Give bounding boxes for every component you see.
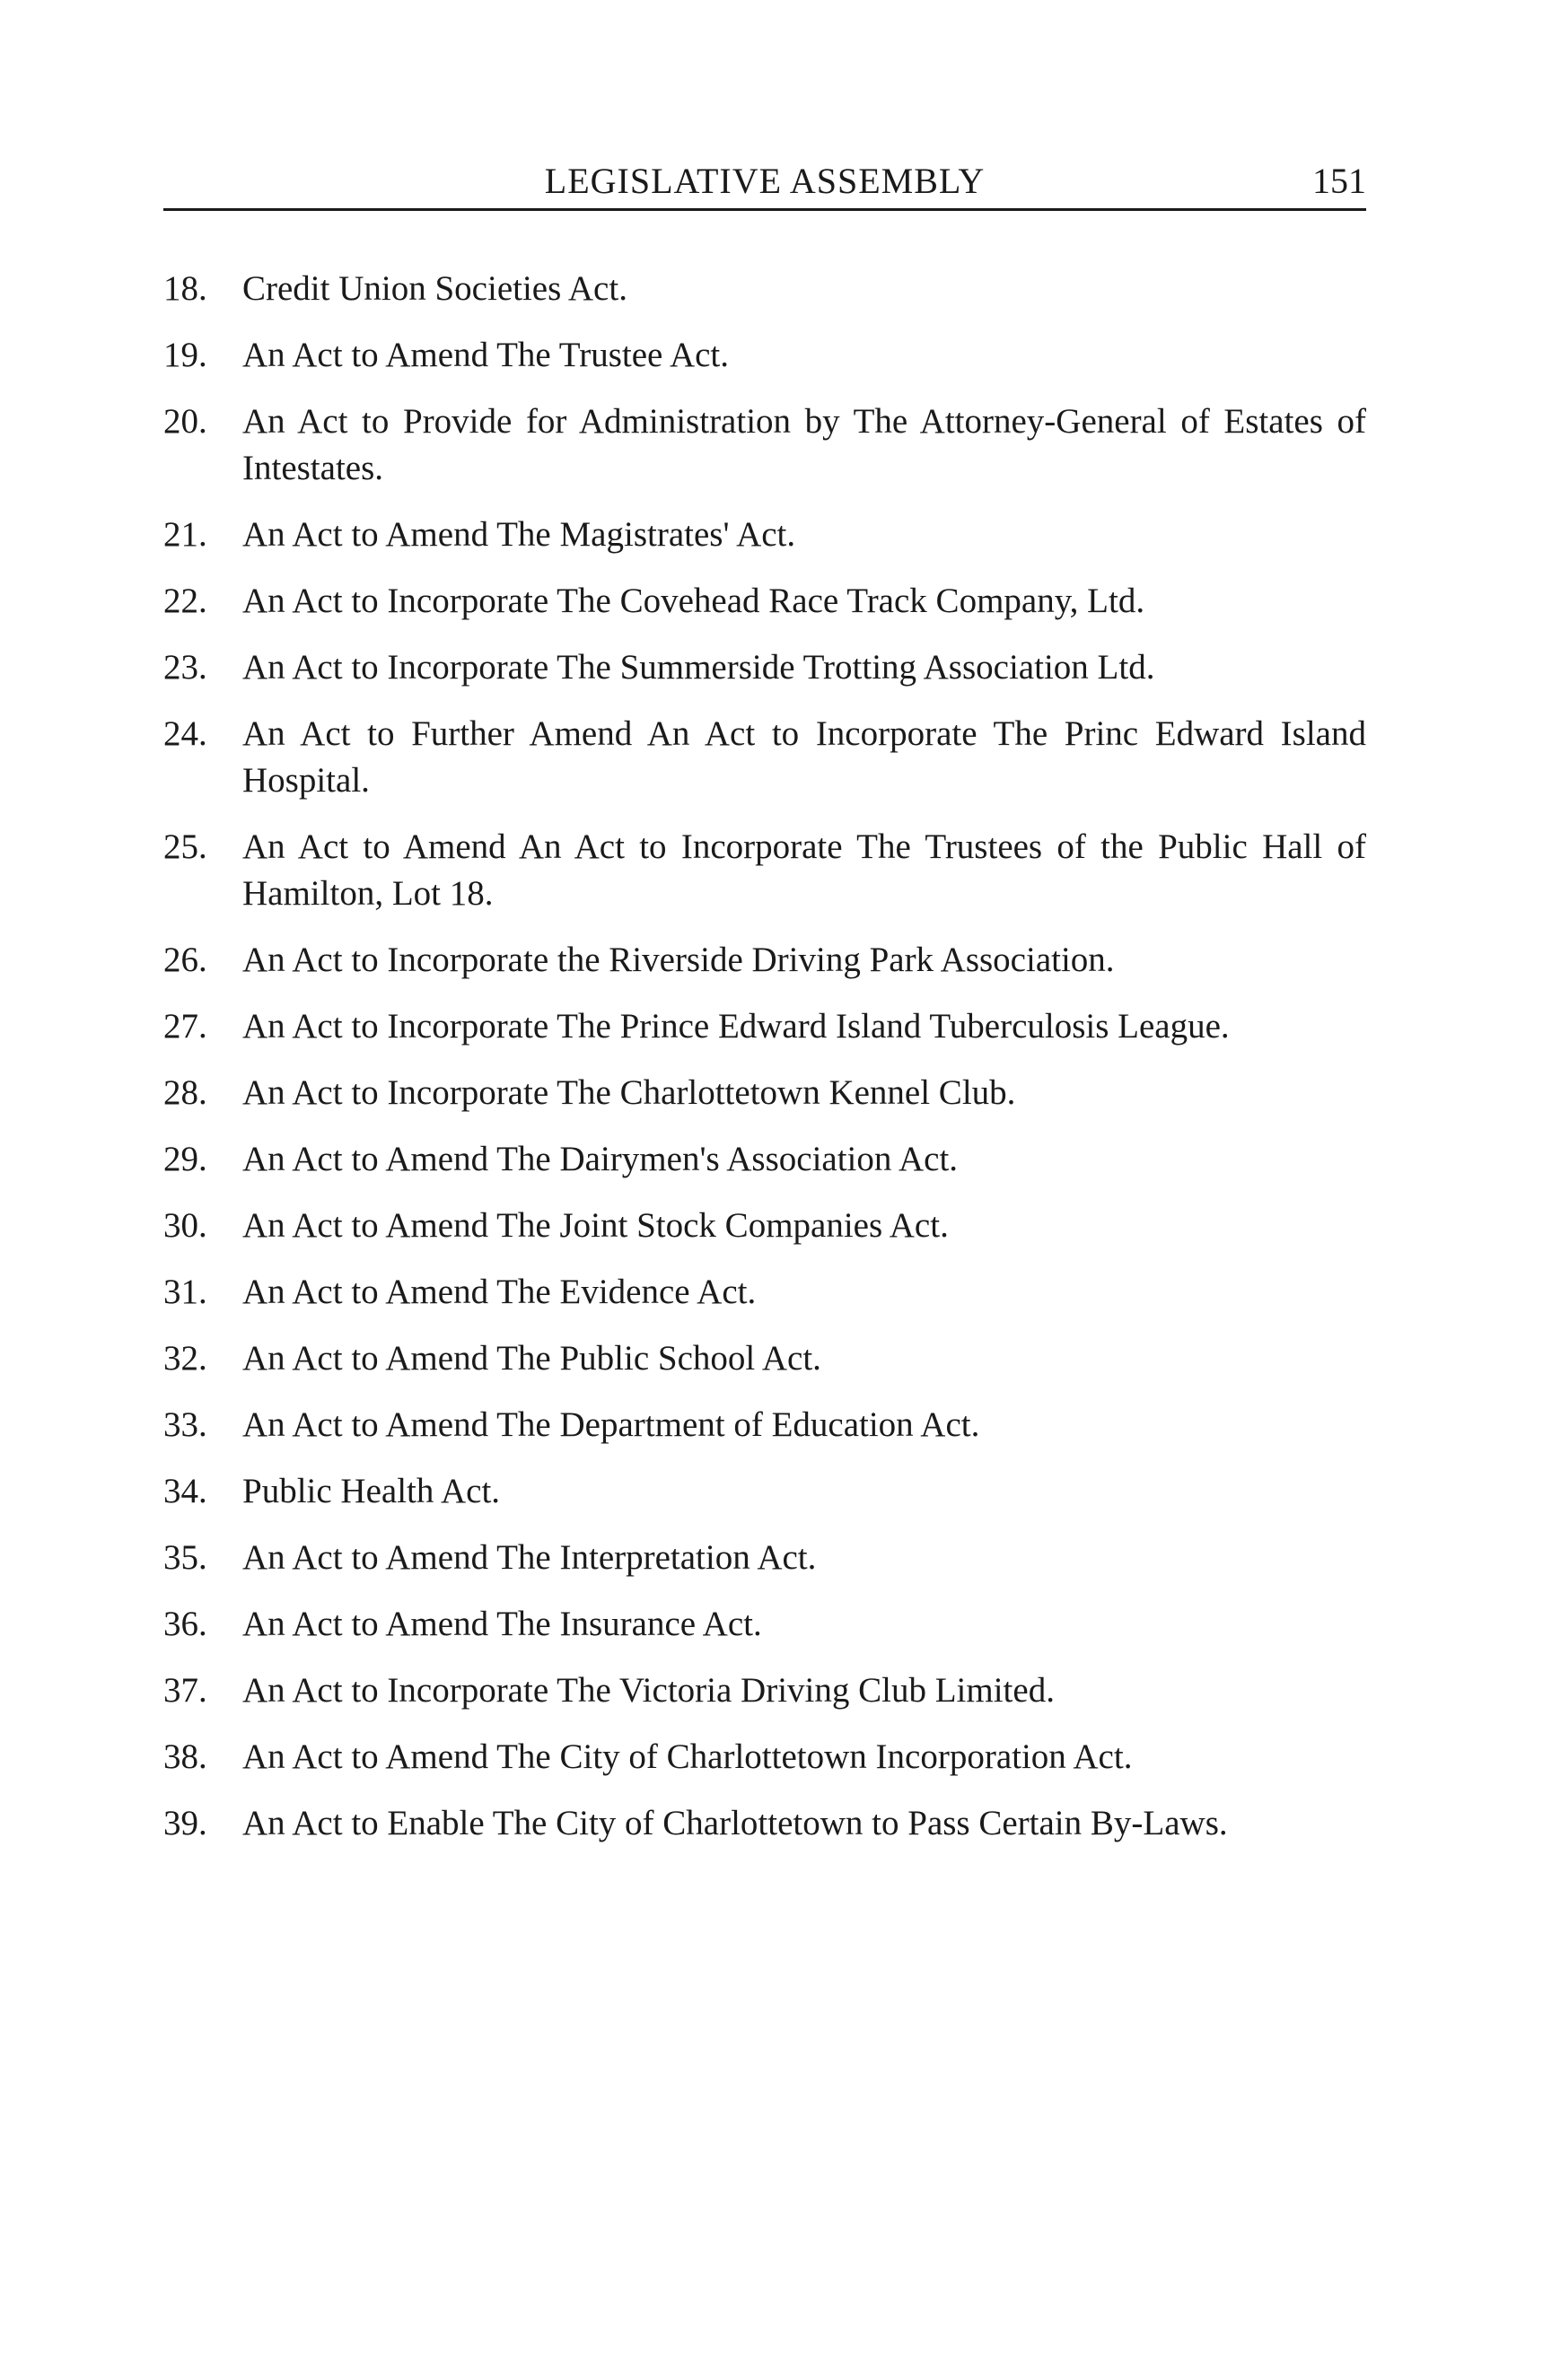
act-title: An Act to Amend The Trustee Act. [242, 336, 730, 374]
act-item [163, 512, 1366, 558]
act-title: An Act to Provide for Administration by The Attorney-General of Estates of Intestates. [242, 402, 1366, 487]
act-title: An Act to Amend The Magistrates' Act. [242, 515, 796, 554]
act-item [163, 1734, 1366, 1781]
act-title: An Act to Incorporate The Summerside Trotting Association Ltd. [242, 648, 1155, 687]
act-item [163, 1070, 1366, 1116]
act-item [163, 266, 1366, 312]
act-title: An Act to Amend The Department of Education Act. [242, 1405, 980, 1444]
act-number: 32. [163, 1339, 207, 1378]
act-item [163, 578, 1366, 625]
act-item [163, 824, 1366, 917]
act-number: 20. [163, 402, 207, 441]
act-title: An Act to Amend The Dairymen's Association Act. [242, 1140, 959, 1178]
act-title: An Act to Incorporate The Covehead Race Track Company, Ltd. [242, 582, 1145, 620]
act-number: 36. [163, 1605, 207, 1643]
act-item [163, 1667, 1366, 1714]
act-number: 37. [163, 1671, 207, 1710]
act-number: 23. [163, 648, 207, 687]
act-number: 35. [163, 1538, 207, 1577]
act-number: 21. [163, 515, 207, 554]
page-header [163, 154, 1366, 211]
act-number: 27. [163, 1007, 207, 1046]
act-title: An Act to Incorporate the Riverside Driving Park Association. [242, 941, 1115, 979]
page-number: 151 [1312, 161, 1366, 201]
act-item [163, 1269, 1366, 1316]
act-item [163, 711, 1366, 804]
act-number: 18. [163, 269, 207, 308]
act-item [163, 332, 1366, 379]
act-number: 24. [163, 714, 207, 753]
act-number: 30. [163, 1206, 207, 1245]
act-title: An Act to Incorporate The Victoria Driving Club Limited. [242, 1671, 1055, 1710]
act-title: An Act to Incorporate The Charlottetown Kennel Club. [242, 1073, 1016, 1112]
act-title: An Act to Amend The Public School Act. [242, 1339, 821, 1378]
act-item [163, 398, 1366, 492]
act-item [163, 1335, 1366, 1382]
act-title: An Act to Amend The Insurance Act. [242, 1605, 762, 1643]
act-title: An Act to Amend The Interpretation Act. [242, 1538, 817, 1577]
act-title: An Act to Further Amend An Act to Incorporate The Princ Edward Island Hospital. [242, 714, 1366, 800]
act-number: 29. [163, 1140, 207, 1178]
act-item [163, 1136, 1366, 1183]
act-number: 25. [163, 827, 207, 866]
act-number: 26. [163, 941, 207, 979]
page-title: LEGISLATIVE ASSEMBLY [544, 161, 986, 201]
act-title: Public Health Act. [242, 1472, 501, 1510]
act-number: 34. [163, 1472, 207, 1510]
act-number: 39. [163, 1804, 207, 1842]
act-item [163, 1402, 1366, 1448]
act-item [163, 1601, 1366, 1648]
act-number: 31. [163, 1273, 207, 1311]
act-title: An Act to Amend The City of Charlottetown Incorporation Act. [242, 1737, 1133, 1776]
act-title: An Act to Amend The Evidence Act. [242, 1273, 757, 1311]
act-item [163, 1468, 1366, 1515]
act-number: 38. [163, 1737, 207, 1776]
act-title: An Act to Amend The Joint Stock Companies Act. [242, 1206, 949, 1245]
act-title: An Act to Incorporate The Prince Edward Island Tuberculosis League. [242, 1007, 1230, 1046]
act-number: 33. [163, 1405, 207, 1444]
act-item [163, 1535, 1366, 1581]
act-number: 19. [163, 336, 207, 374]
act-title: Credit Union Societies Act. [242, 269, 627, 308]
act-number: 22. [163, 582, 207, 620]
act-item [163, 1003, 1366, 1050]
act-list [163, 266, 1366, 1867]
act-item [163, 937, 1366, 984]
act-item [163, 644, 1366, 691]
act-title: An Act to Amend An Act to Incorporate The Trustees of the Public Hall of Hamilton, Lot 18. [242, 827, 1366, 913]
act-number: 28. [163, 1073, 207, 1112]
act-item [163, 1800, 1366, 1847]
act-title: An Act to Enable The City of Charlottetown to Pass Certain By-Laws. [242, 1804, 1228, 1842]
act-item [163, 1203, 1366, 1249]
